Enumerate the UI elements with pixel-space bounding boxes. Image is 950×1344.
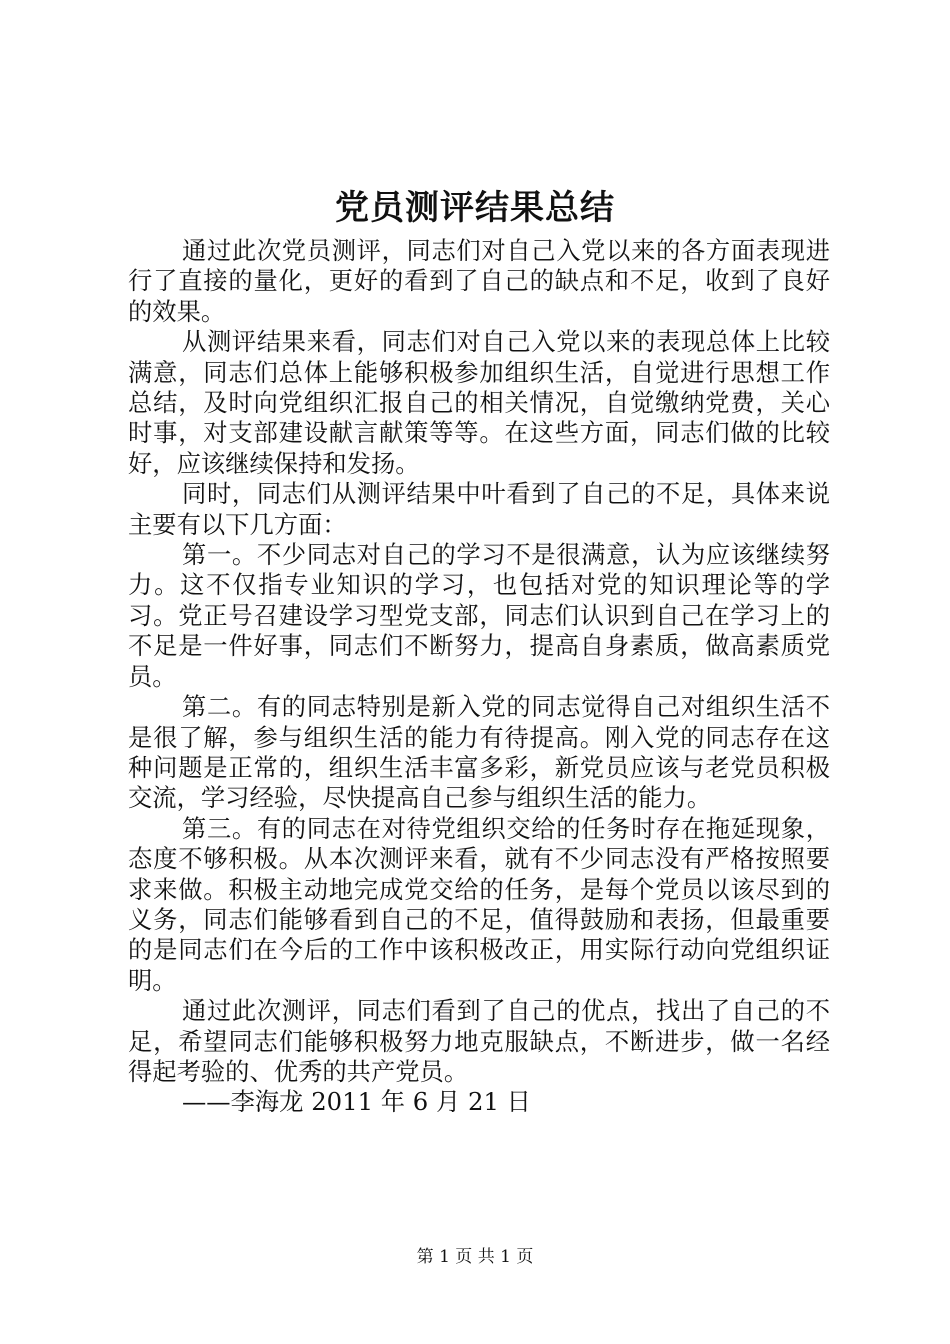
paragraph-strengths: 从测评结果来看，同志们对自己入党以来的表现总体上比较满意，同志们总体上能够积极参加组织生活，自觉进行思想工作总结，及时向党组织汇报自己的相关情况，自觉缴纳党费，关心时事，对支部建设献言献策等等。在这些方面，同志们做的比较好，应该继续保持和发扬。 bbox=[128, 327, 830, 478]
paragraph-conclusion: 通过此次测评，同志们看到了自己的优点，找出了自己的不足，希望同志们能够积极努力地克服缺点，不断进步，做一名经得起考验的、优秀的共产党员。 bbox=[128, 996, 830, 1086]
page-number-footer: 第 1 页 共 1 页 bbox=[416, 1247, 534, 1267]
paragraph-shortcomings-intro: 同时，同志们从测评结果中叶看到了自己的不足，具体来说主要有以下几方面： bbox=[128, 479, 830, 539]
paragraph-point-one: 第一。不少同志对自己的学习不是很满意，认为应该继续努力。这不仅指专业知识的学习，也包括对党的知识理论等的学习。党正号召建设学习型党支部，同志们认识到自己在学习上的不足是一件好事，同志们不断努力，提高自身素质，做高素质党员。 bbox=[128, 540, 830, 691]
paragraph-point-two: 第二。有的同志特别是新入党的同志觉得自己对组织生活不是很了解，参与组织生活的能力有待提高。刚入党的同志存在这种问题是正常的，组织生活丰富多彩，新党员应该与老党员积极交流，学习经验，尽快提高自己参与组织生活的能力。 bbox=[128, 692, 830, 813]
paragraph-intro: 通过此次党员测评，同志们对自己入党以来的各方面表现进行了直接的量化，更好的看到了自己的缺点和不足，收到了良好的效果。 bbox=[128, 236, 830, 326]
paragraph-point-three: 第三。有的同志在对待党组织交给的任务时存在拖延现象，态度不够积极。从本次测评来看，就有不少同志没有严格按照要求来做。积极主动地完成党交给的任务，是每个党员以该尽到的义务，同志们能够看到自己的不足，值得鼓励和表扬，但最重要的是同志们在今后的工作中该积极改正，用实际行动向党组织证明。 bbox=[128, 813, 830, 995]
signature-line: ——李海龙 2011 年 6 月 21 日 bbox=[182, 1087, 531, 1117]
document-title: 党员测评结果总结 bbox=[335, 188, 615, 228]
document-body bbox=[128, 236, 830, 1118]
